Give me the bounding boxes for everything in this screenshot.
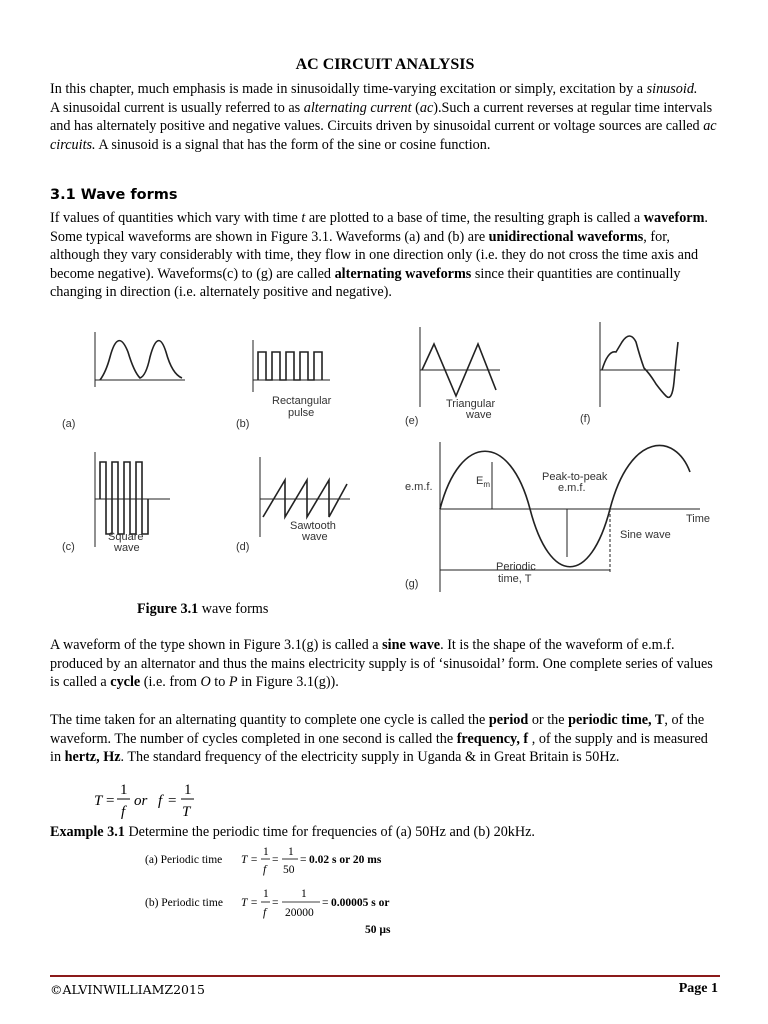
formula-eq: =	[106, 793, 115, 809]
text: in Figure 3.1(g)).	[237, 674, 339, 690]
figure-caption	[137, 601, 268, 618]
waveform-e	[420, 327, 500, 407]
text: since their quantities are continually changing in direction (i.e. alternately positive and negative).	[50, 265, 681, 300]
label-e: (e)	[405, 415, 419, 427]
text: are plotted to a base of time, the resulting graph is called a	[305, 210, 644, 226]
em-label	[476, 475, 490, 489]
text: . The standard frequency of the electricity supply in Uganda & in Great Britain is 50Hz.	[120, 749, 620, 765]
caption-bold: Figure 3.1	[137, 601, 199, 617]
footer-copyright: ©ALVINWILLIAMZ2015	[50, 982, 205, 997]
footer-page-number: Page 1	[678, 981, 718, 996]
text: , of the supply and is measured in	[50, 730, 708, 765]
example-solution	[145, 846, 465, 938]
square-label-1: Square	[108, 531, 144, 543]
sol-a-result: 0.02 s or 20 ms	[309, 854, 382, 866]
footer-rule	[50, 975, 720, 977]
text: A waveform of the type shown in Figure 3.1(g) is called a	[50, 637, 383, 653]
waveforms-figure	[10, 312, 730, 602]
formula-f2: f	[158, 793, 163, 809]
formula-f: f	[121, 804, 126, 820]
text-italic: sinusoid.	[646, 81, 698, 97]
text-bold: frequency, f	[456, 730, 529, 747]
text-italic: P	[228, 674, 238, 690]
sol-b-eq: =	[272, 897, 279, 909]
saw-label-1: Sawtooth	[290, 520, 336, 532]
time-label: Time	[686, 513, 711, 525]
text: Determine the periodic time for frequencies of (a) 50Hz and (b) 20kHz.	[124, 824, 535, 840]
text-italic: t	[301, 210, 306, 226]
rect-pulse-label-1: Rectangular	[272, 395, 332, 407]
sol-b-result: 0.00005 s or	[331, 897, 390, 909]
text: A sinusoidal current is usually referred to as	[50, 99, 304, 116]
waveform-a	[95, 332, 185, 387]
label-f: (f)	[580, 413, 591, 425]
periodic-label-2: time, T	[498, 573, 532, 585]
intro-section	[50, 80, 720, 154]
waveform-g	[440, 442, 700, 592]
saw-label-2: wave	[302, 531, 328, 543]
text-bold: unidirectional waveforms	[488, 228, 644, 245]
text-bold: alternating waveforms	[334, 265, 472, 282]
sol-b-den: 20000	[285, 907, 314, 919]
section-heading: 3.1 Wave forms	[50, 187, 178, 203]
text-bold: sine wave	[382, 637, 441, 653]
page-title: AC CIRCUIT ANALYSIS	[295, 56, 475, 73]
emf-label: e.m.f.	[405, 481, 433, 493]
sol-b-T: T =	[241, 897, 258, 909]
formula-or: or	[134, 793, 148, 809]
em-sub: m	[483, 480, 491, 489]
formula-svg	[90, 777, 240, 823]
text: (	[411, 99, 420, 116]
sol-a-eq2: =	[300, 854, 307, 866]
sol-a-den: 50	[283, 864, 295, 876]
label-c: (c)	[62, 541, 75, 553]
em-text: E	[476, 475, 484, 487]
sol-a-T: T =	[241, 854, 258, 866]
sol-b-result-2: 50 µs	[365, 924, 391, 936]
text: In this chapter, much emphasis is made in sinusoidally time-varying excitation or simply, excitation by a	[50, 81, 647, 97]
text-bold: periodic time, T	[568, 712, 665, 728]
rect-pulse-label-2: pulse	[288, 407, 315, 419]
text-bold: cycle	[110, 674, 141, 690]
solution-svg	[145, 846, 465, 938]
formula-numerator: 1	[120, 782, 128, 798]
example-paragraph	[50, 823, 720, 842]
tri-label-1: Triangular	[446, 398, 496, 410]
periodic-label-1: Periodic	[496, 561, 536, 573]
sol-a-eq: =	[272, 854, 279, 866]
waveform-b	[253, 340, 330, 392]
solution-a-label: (a) Periodic time	[145, 854, 223, 866]
text-bold: Example 3.1	[50, 824, 125, 840]
text-bold: hertz, Hz	[64, 749, 121, 765]
sol-b-num2: 1	[301, 888, 307, 900]
text: ).Such a current reverses at regular time intervals and has alternately positive and negative values. Circuits driven by sinusoidal current or voltage sources are called	[50, 99, 713, 134]
text-bold: period	[488, 712, 529, 728]
sol-a-num1: 1	[263, 846, 269, 858]
intro-paragraph-1	[50, 80, 720, 99]
label-b: (b)	[236, 418, 250, 430]
waveforms-paragraph	[50, 209, 720, 302]
sine-wave-label: Sine wave	[620, 529, 671, 541]
text: . It is the shape of the waveform of e.m.f. produced by an alternator and thus the mains electricity supply is of ‘sinusoidal’ form. One complete series of values is called a	[50, 637, 713, 690]
sol-a-num2: 1	[288, 846, 294, 858]
p2p-label-2: e.m.f.	[558, 482, 586, 494]
text: The time taken for an alternating quantity to complete one cycle is called the	[50, 712, 489, 728]
text: (i.e. from	[140, 674, 201, 690]
caption-text: wave forms	[198, 601, 269, 617]
formula-eq2: =	[168, 793, 177, 809]
figure-3-1	[10, 312, 730, 602]
label-g: (g)	[405, 578, 419, 590]
sol-b-eq2: =	[322, 897, 329, 909]
period-formula	[90, 777, 240, 823]
sol-b-f: f	[263, 907, 267, 919]
text-italic: ac circuits.	[50, 118, 717, 153]
p2p-label-1: Peak-to-peak	[542, 471, 608, 483]
text: to	[210, 674, 229, 690]
tri-label-2: wave	[466, 409, 492, 421]
text-italic: alternating current	[303, 99, 412, 116]
text: , of the waveform. The number of cycles completed in one second is called the	[50, 712, 705, 747]
text-bold: waveform	[643, 210, 705, 226]
solution-b-label: (b) Periodic time	[145, 897, 223, 909]
text: If values of quantities which vary with time	[50, 210, 302, 226]
formula-T-2: T	[182, 804, 191, 820]
text: , for, although they vary considerably with time, they flow in one direction only (i.e. they do not cross the time axis and become negative). Waveforms(c) to (g) are called	[50, 228, 699, 282]
waveform-f	[600, 322, 680, 407]
label-d: (d)	[236, 541, 250, 553]
text-italic: O	[200, 674, 211, 690]
sol-a-f: f	[263, 864, 267, 876]
formula-T: T	[94, 793, 103, 809]
sine-wave-paragraph	[50, 636, 720, 692]
text-italic: ac	[419, 99, 434, 116]
label-a: (a)	[62, 418, 76, 430]
sol-b-num1: 1	[263, 888, 269, 900]
intro-paragraph-2	[50, 99, 720, 155]
text: A sinusoid is a signal that has the form of the sine or cosine function.	[95, 136, 491, 153]
square-label-2: wave	[114, 542, 140, 554]
period-paragraph	[50, 711, 720, 767]
figure-labels	[62, 395, 710, 590]
text: or the	[528, 712, 569, 728]
text: . Some typical waveforms are shown in Figure 3.1. Waveforms (a) and (b) are	[50, 210, 708, 245]
formula-numerator-2: 1	[184, 782, 192, 798]
